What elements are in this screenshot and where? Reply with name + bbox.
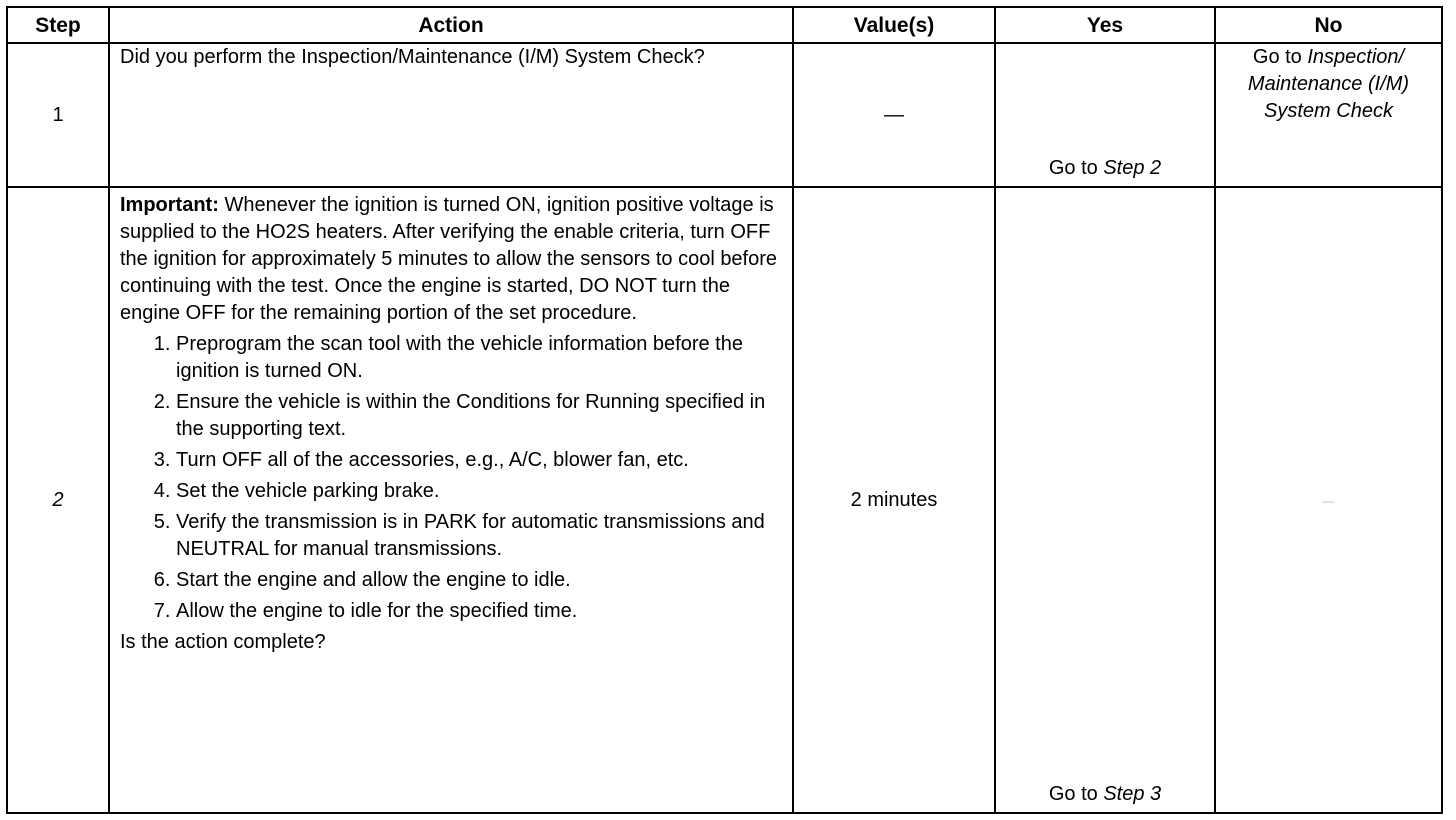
important-note: [120, 188, 784, 327]
table-row: [7, 187, 1442, 813]
step-number: 2: [7, 187, 109, 813]
important-label: Important:: [120, 194, 219, 216]
yes-link[interactable]: Step 3: [1103, 783, 1162, 805]
list-item: 7. Allow the engine to idle for the specified time.: [176, 598, 784, 625]
no-dash: —: [1322, 493, 1335, 508]
header-no: No: [1215, 7, 1442, 43]
header-values: Value(s): [793, 7, 995, 43]
table-row: [7, 43, 1442, 187]
diagnostic-table: [6, 6, 1443, 814]
header-yes: Yes: [995, 7, 1215, 43]
list-item: 5. Verify the transmission is in PARK for automatic transmissions and NEUTRAL for manual transmissions.: [176, 509, 784, 563]
action-question: Is the action complete?: [120, 631, 326, 653]
list-item: 6. Start the engine and allow the engine to idle.: [176, 567, 784, 594]
yes-cell: [995, 43, 1215, 187]
header-row: [7, 7, 1442, 43]
list-item: 2. Ensure the vehicle is within the Conditions for Running specified in the supporting text.: [176, 389, 784, 443]
action-text: Did you perform the Inspection/Maintenance (I/M) System Check?: [120, 46, 705, 68]
yes-prefix: Go to: [1048, 783, 1098, 805]
list-item: 3. Turn OFF all of the accessories, e.g., A/C, blower fan, etc.: [176, 447, 784, 474]
list-item: 4. Set the vehicle parking brake.: [176, 478, 784, 505]
yes-goto: [996, 155, 1214, 182]
value-cell: —: [793, 43, 995, 187]
no-prefix: Go to: [1252, 46, 1302, 68]
yes-goto: [996, 781, 1214, 808]
no-cell: [1215, 43, 1442, 187]
header-action: Action: [109, 7, 793, 43]
no-cell: [1215, 187, 1442, 813]
value-cell: 2 minutes: [793, 187, 995, 813]
header-step: Step: [7, 7, 109, 43]
step-number: 1: [7, 43, 109, 187]
procedure-list: [120, 331, 784, 625]
yes-prefix: Go to: [1048, 157, 1098, 179]
list-item: 1. Preprogram the scan tool with the vehicle information before the ignition is turned ON.: [176, 331, 784, 385]
yes-link[interactable]: Step 2: [1103, 157, 1162, 179]
important-text: Whenever the ignition is turned ON, ignition positive voltage is supplied to the HO2S heaters. After verifying the enable criteria, turn OFF the ignition for approximately 5 minutes to allow the sensors to cool before continuing with the test. Once the engine is started, DO NOT turn the engine OFF for the remaining portion of the set procedure.: [120, 194, 778, 324]
yes-cell: [995, 187, 1215, 813]
no-link[interactable]: Inspection/ Maintenance (I/M) System Check: [1247, 46, 1410, 122]
action-cell: [109, 43, 793, 187]
action-cell: [109, 187, 793, 813]
